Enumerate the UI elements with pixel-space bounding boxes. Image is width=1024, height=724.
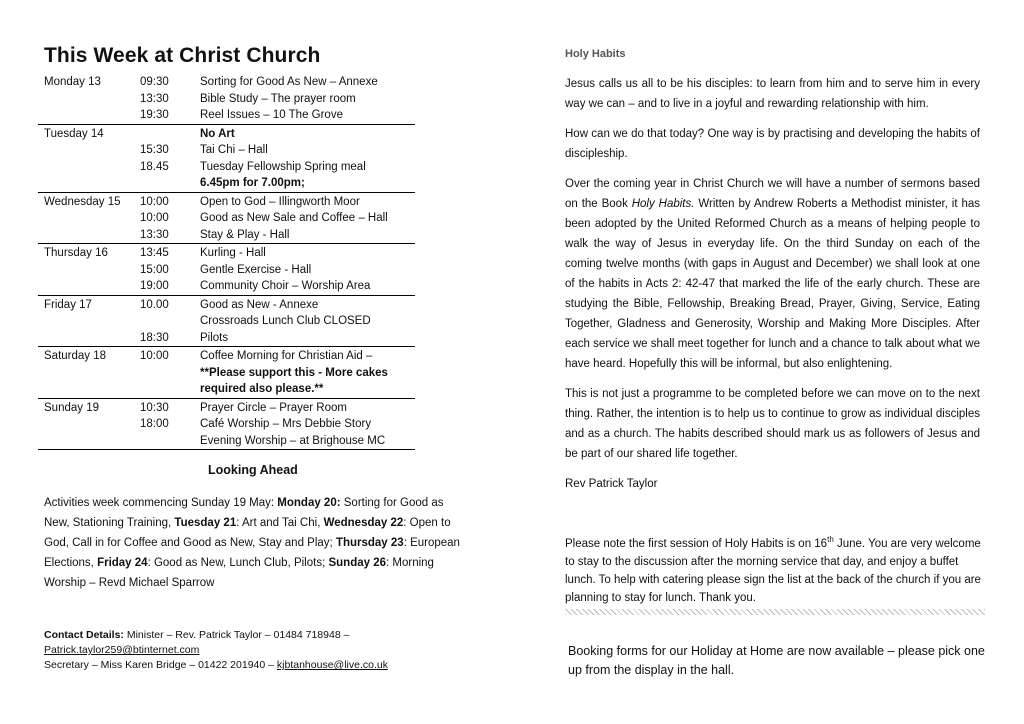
holy-habits-paragraph-4: This is not just a programme to be completed before we can move on to the next thing. Rather, the intention is to help us to continue to grow as individual disciples and as a church. The habits described should mark us as followers of Jesus and be part of our shared life together. <box>565 388 980 460</box>
schedule-event: Pilots <box>200 330 415 347</box>
looking-ahead-run: : Morning Worship – Revd Michael Sparrow <box>44 557 434 589</box>
schedule-time <box>140 433 200 450</box>
schedule-event: **Please support this - More cakes <box>200 366 388 379</box>
secretary-email-link[interactable]: kjbtanhouse@live.co.uk <box>276 659 388 671</box>
schedule-event: Tai Chi – Hall <box>200 144 268 156</box>
schedule-event: Café Worship – Mrs Debbie Story <box>200 418 372 430</box>
paragraph-3-start: Over the coming year in Christ Church we will have a number of sermons based on the Book <box>565 178 980 210</box>
schedule-row <box>38 330 415 347</box>
schedule-event: Coffee Morning for Christian Aid – <box>200 350 373 362</box>
looking-ahead-day: Tuesday 21 <box>174 517 237 529</box>
schedule-time: 13:45 <box>140 247 169 259</box>
schedule-time: 10:00 <box>140 195 169 208</box>
schedule-day <box>38 91 140 108</box>
schedule-row <box>38 74 415 91</box>
schedule-day <box>38 433 140 450</box>
schedule-time <box>140 381 200 398</box>
schedule-time: 13:30 <box>140 92 169 105</box>
schedule-row <box>38 142 415 159</box>
schedule-time: 18:00 <box>140 418 169 430</box>
schedule-time: 19:30 <box>140 107 200 124</box>
schedule-day <box>38 210 140 227</box>
schedule-row <box>38 192 415 210</box>
left-column <box>38 44 468 593</box>
book-title: Holy Habits. <box>631 198 695 210</box>
schedule-row <box>38 433 415 450</box>
note-text-start: Please note the first session of Holy Habits is on 16 <box>565 537 828 550</box>
schedule-event: Community Choir – Worship Area <box>200 278 415 295</box>
schedule-day <box>38 381 140 398</box>
schedule-time: 18.45 <box>140 160 169 173</box>
schedule-event: Gentle Exercise - Hall <box>200 263 312 276</box>
schedule-time: 15:30 <box>140 144 169 156</box>
schedule-event: Sorting for Good As New – Annexe <box>200 76 378 88</box>
schedule-time: 10.00 <box>140 298 169 311</box>
holy-habits-heading: Holy Habits <box>565 48 626 60</box>
schedule-time: 10:00 <box>140 350 169 362</box>
schedule-row <box>38 365 415 382</box>
looking-ahead-run: Sorting for Good as New, Stationing Training, <box>44 497 444 529</box>
schedule-time: 10:30 <box>140 401 169 414</box>
looking-ahead-day: Monday 20: <box>277 497 341 509</box>
schedule-time: 15:00 <box>140 263 169 276</box>
schedule-row <box>38 262 415 279</box>
looking-ahead-run: : European Elections, <box>44 537 460 569</box>
holy-habits-column <box>565 44 980 504</box>
schedule-day <box>38 159 140 176</box>
holy-habits-paragraph-3 <box>565 174 980 374</box>
schedule-time <box>140 124 200 142</box>
holy-habits-paragraph-2: How can we do that today? One way is by practising and developing the habits of discipleship. <box>565 128 980 160</box>
holy-habits-paragraph-1: Jesus calls us all to be his disciples: to learn from him and to serve him in every way we can – and to live in a joyful and rewarding relationship with him. <box>565 78 980 110</box>
schedule-day <box>38 262 140 279</box>
schedule-event: Bible Study – The prayer room <box>200 92 356 105</box>
schedule-row <box>38 416 415 433</box>
schedule-row <box>38 107 415 124</box>
schedule-row <box>38 91 415 108</box>
schedule-day <box>38 107 140 124</box>
looking-ahead-day: Thursday 23 <box>335 537 404 549</box>
schedule-event: 6.45pm for 7.00pm; <box>200 175 415 192</box>
schedule-time: 13:30 <box>140 227 200 244</box>
schedule-time: 18:30 <box>140 330 200 347</box>
schedule-event: required also please.** <box>200 381 415 398</box>
schedule-day <box>38 142 140 159</box>
looking-ahead-run: : Art and Tai Chi, <box>236 517 324 529</box>
schedule-event: Evening Worship – at Brighouse MC <box>200 433 415 450</box>
minister-contact: Minister – Rev. Patrick Taylor – 01484 718948 – <box>123 629 350 641</box>
schedule-time <box>140 365 200 382</box>
schedule-day <box>38 278 140 295</box>
looking-ahead-run: Activities week commencing Sunday 19 May: <box>44 497 278 509</box>
secretary-contact: Secretary – Miss Karen Bridge – 01422 201940 – <box>44 659 277 671</box>
schedule-day <box>38 416 140 433</box>
note-superscript: th <box>827 535 834 544</box>
note-text-rest: June. You are very welcome to stay to the discussion after the morning service that day, and enjoy a buffet lunch. To help with catering please sign the list at the back of the church if you are planning to stay for lunch. Thank you. <box>565 537 981 604</box>
schedule-row <box>38 175 415 192</box>
schedule-day <box>38 330 140 347</box>
schedule-event: Stay & Play - Hall <box>200 227 415 244</box>
page-title: This Week at Christ Church <box>44 44 321 67</box>
schedule-event: Good as New - Annexe <box>200 298 319 311</box>
schedule-event: Reel Issues – 10 The Grove <box>200 107 415 124</box>
schedule-row <box>38 124 415 142</box>
looking-ahead-day: Friday 24 <box>97 557 148 569</box>
looking-ahead-day: Wednesday 22 <box>323 517 404 529</box>
signature: Rev Patrick Taylor <box>565 478 658 490</box>
schedule-row <box>38 244 415 262</box>
schedule-row <box>38 398 415 416</box>
contact-details <box>44 628 464 673</box>
schedule-row <box>38 278 415 295</box>
schedule-time: 09:30 <box>140 76 169 88</box>
schedule-row <box>38 313 415 330</box>
schedule-time: 19:00 <box>140 278 200 295</box>
schedule-day: Saturday 18 <box>44 350 107 362</box>
looking-ahead-day: Sunday 26 <box>328 557 386 569</box>
schedule-row <box>38 295 415 313</box>
contact-label: Contact Details: <box>44 629 124 641</box>
schedule-row <box>38 381 415 398</box>
paragraph-3-rest: Written by Andrew Roberts a Methodist minister, it has been adopted by the United Reformed Church as a means of helping people to walk the way of Jesus in everyday life. On the third Sunday on each of the coming twelve months (with gaps in August and December) we shall look at one of the habits in Acts 2: 42-47 that marked the life of the early church. These are studying the Bible, Fellowship, Breaking Bread, Prayer, Giving, Service, Eating Together, Gladness and Generosity, Worship and Making More Disciples. After each service we shall meet together for lunch and a chance to talk about what we have heard. Hopefully this will be informal, but also enlightening. <box>565 198 980 370</box>
minister-email-link[interactable]: Patrick.taylor259@btinternet.com <box>44 644 200 656</box>
schedule-row <box>38 159 415 176</box>
looking-ahead-run: : Good as New, Lunch Club, Pilots; <box>147 557 329 569</box>
schedule-event: Good as New Sale and Coffee – Hall <box>200 212 388 224</box>
schedule-event: Open to God – Illingworth Moor <box>200 195 360 208</box>
schedule-time <box>140 175 200 192</box>
wavy-divider <box>565 609 985 615</box>
schedule-event: Prayer Circle – Prayer Room <box>200 401 347 414</box>
schedule-row <box>38 347 415 365</box>
schedule-event: Tuesday Fellowship Spring meal <box>200 160 366 173</box>
looking-ahead-heading: Looking Ahead <box>208 463 298 477</box>
schedule-time <box>140 313 200 330</box>
looking-ahead-run: : Open to God, Call in for Coffee and Good as New, Stay and Play; <box>44 517 451 549</box>
schedule-day <box>38 313 140 330</box>
schedule-time: 10:00 <box>140 212 169 224</box>
looking-ahead-text <box>44 493 464 593</box>
booking-notice: Booking forms for our Holiday at Home are now available – please pick one up from the display in the hall. <box>568 644 985 677</box>
schedule-day: Tuesday 14 <box>44 127 104 140</box>
schedule-row <box>38 210 415 227</box>
schedule-day: Sunday 19 <box>44 401 99 414</box>
schedule-day <box>38 227 140 244</box>
schedule-day <box>38 365 140 382</box>
schedule-day: Monday 13 <box>44 76 101 88</box>
schedule-event: Kurling - Hall <box>200 247 266 259</box>
weekly-schedule-table <box>38 74 415 450</box>
schedule-event: No Art <box>200 127 235 140</box>
schedule-day <box>38 175 140 192</box>
schedule-day: Thursday 16 <box>44 247 108 259</box>
schedule-day: Friday 17 <box>44 298 92 311</box>
schedule-day: Wednesday 15 <box>44 195 121 208</box>
first-session-note <box>565 531 985 615</box>
schedule-event: Crossroads Lunch Club CLOSED <box>200 315 371 327</box>
schedule-row <box>38 227 415 244</box>
